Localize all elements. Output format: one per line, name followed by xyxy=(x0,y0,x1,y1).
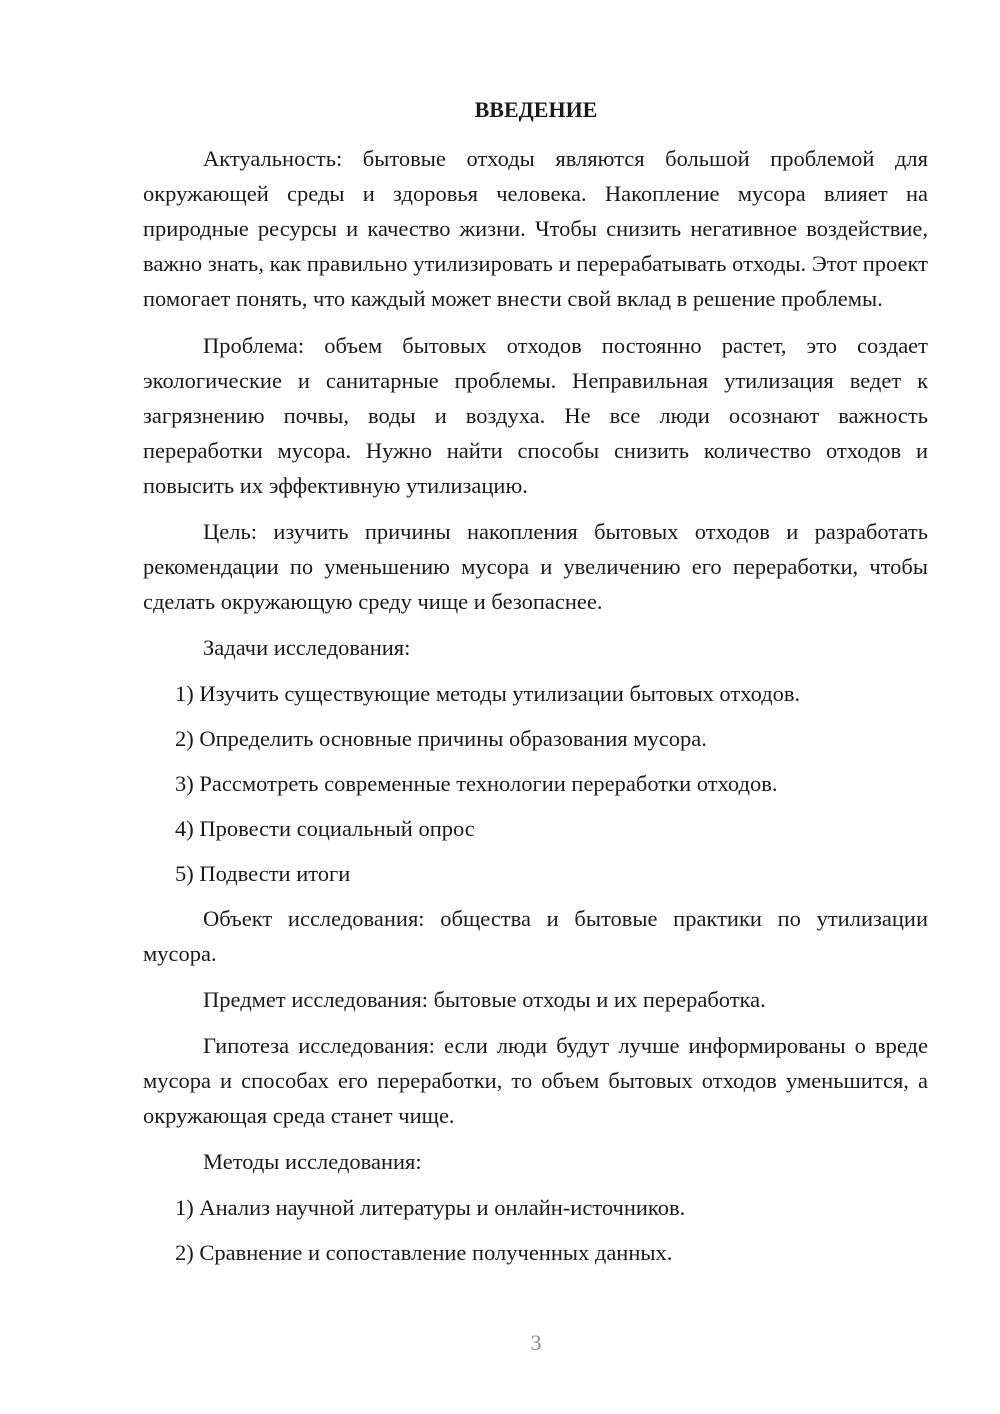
task-item: 5) Подвести итоги xyxy=(175,861,351,886)
relevance-paragraph: Актуальность: бытовые отходы являются большой проблемой для окружающей среды и здоровья человека. Накопление мусора влияет на природные ресурсы и качество жизни. Чтобы снизить негативное воздействие, важно знать, как правильно утилизировать и перерабатывать отходы. Этот проект помогает понять, что каждый может внести свой вклад в решение проблемы. xyxy=(143,146,928,311)
hypothesis-paragraph: Гипотеза исследования: если люди будут лучше информированы о вреде мусора и способах его переработки, то объем бытовых отходов уменьшится, а окружающая среда станет чище. xyxy=(143,1033,928,1128)
tasks-heading: Задачи исследования: xyxy=(203,635,411,660)
document-body xyxy=(143,141,928,1280)
object-paragraph: Объект исследования: общества и бытовые практики по утилизации мусора. xyxy=(143,906,928,966)
method-item: 1) Анализ научной литературы и онлайн-источников. xyxy=(175,1195,686,1220)
task-item: 1) Изучить существующие методы утилизации бытовых отходов. xyxy=(175,681,801,706)
goal-paragraph: Цель: изучить причины накопления бытовых отходов и разработать рекомендации по уменьшению мусора и увеличению его переработки, чтобы сделать окружающую среду чище и безопаснее. xyxy=(143,519,928,614)
task-item: 2) Определить основные причины образования мусора. xyxy=(175,726,707,751)
subject-paragraph: Предмет исследования: бытовые отходы и их переработка. xyxy=(203,987,766,1012)
method-item: 2) Сравнение и сопоставление полученных данных. xyxy=(175,1240,673,1265)
problem-paragraph: Проблема: объем бытовых отходов постоянно растет, это создает экологические и санитарные проблемы. Неправильная утилизация ведет к загрязнению почвы, воды и воздуха. Не все люди осознают важность переработки мусора. Нужно найти способы снизить количество отходов и повысить их эффективную утилизацию. xyxy=(143,333,928,498)
task-item: 3) Рассмотреть современные технологии переработки отходов. xyxy=(175,771,778,796)
page-title: ВВЕДЕНИЕ xyxy=(474,97,598,122)
task-item: 4) Провести социальный опрос xyxy=(175,816,475,841)
methods-heading: Методы исследования: xyxy=(203,1149,422,1174)
page-number: 3 xyxy=(530,1330,542,1355)
